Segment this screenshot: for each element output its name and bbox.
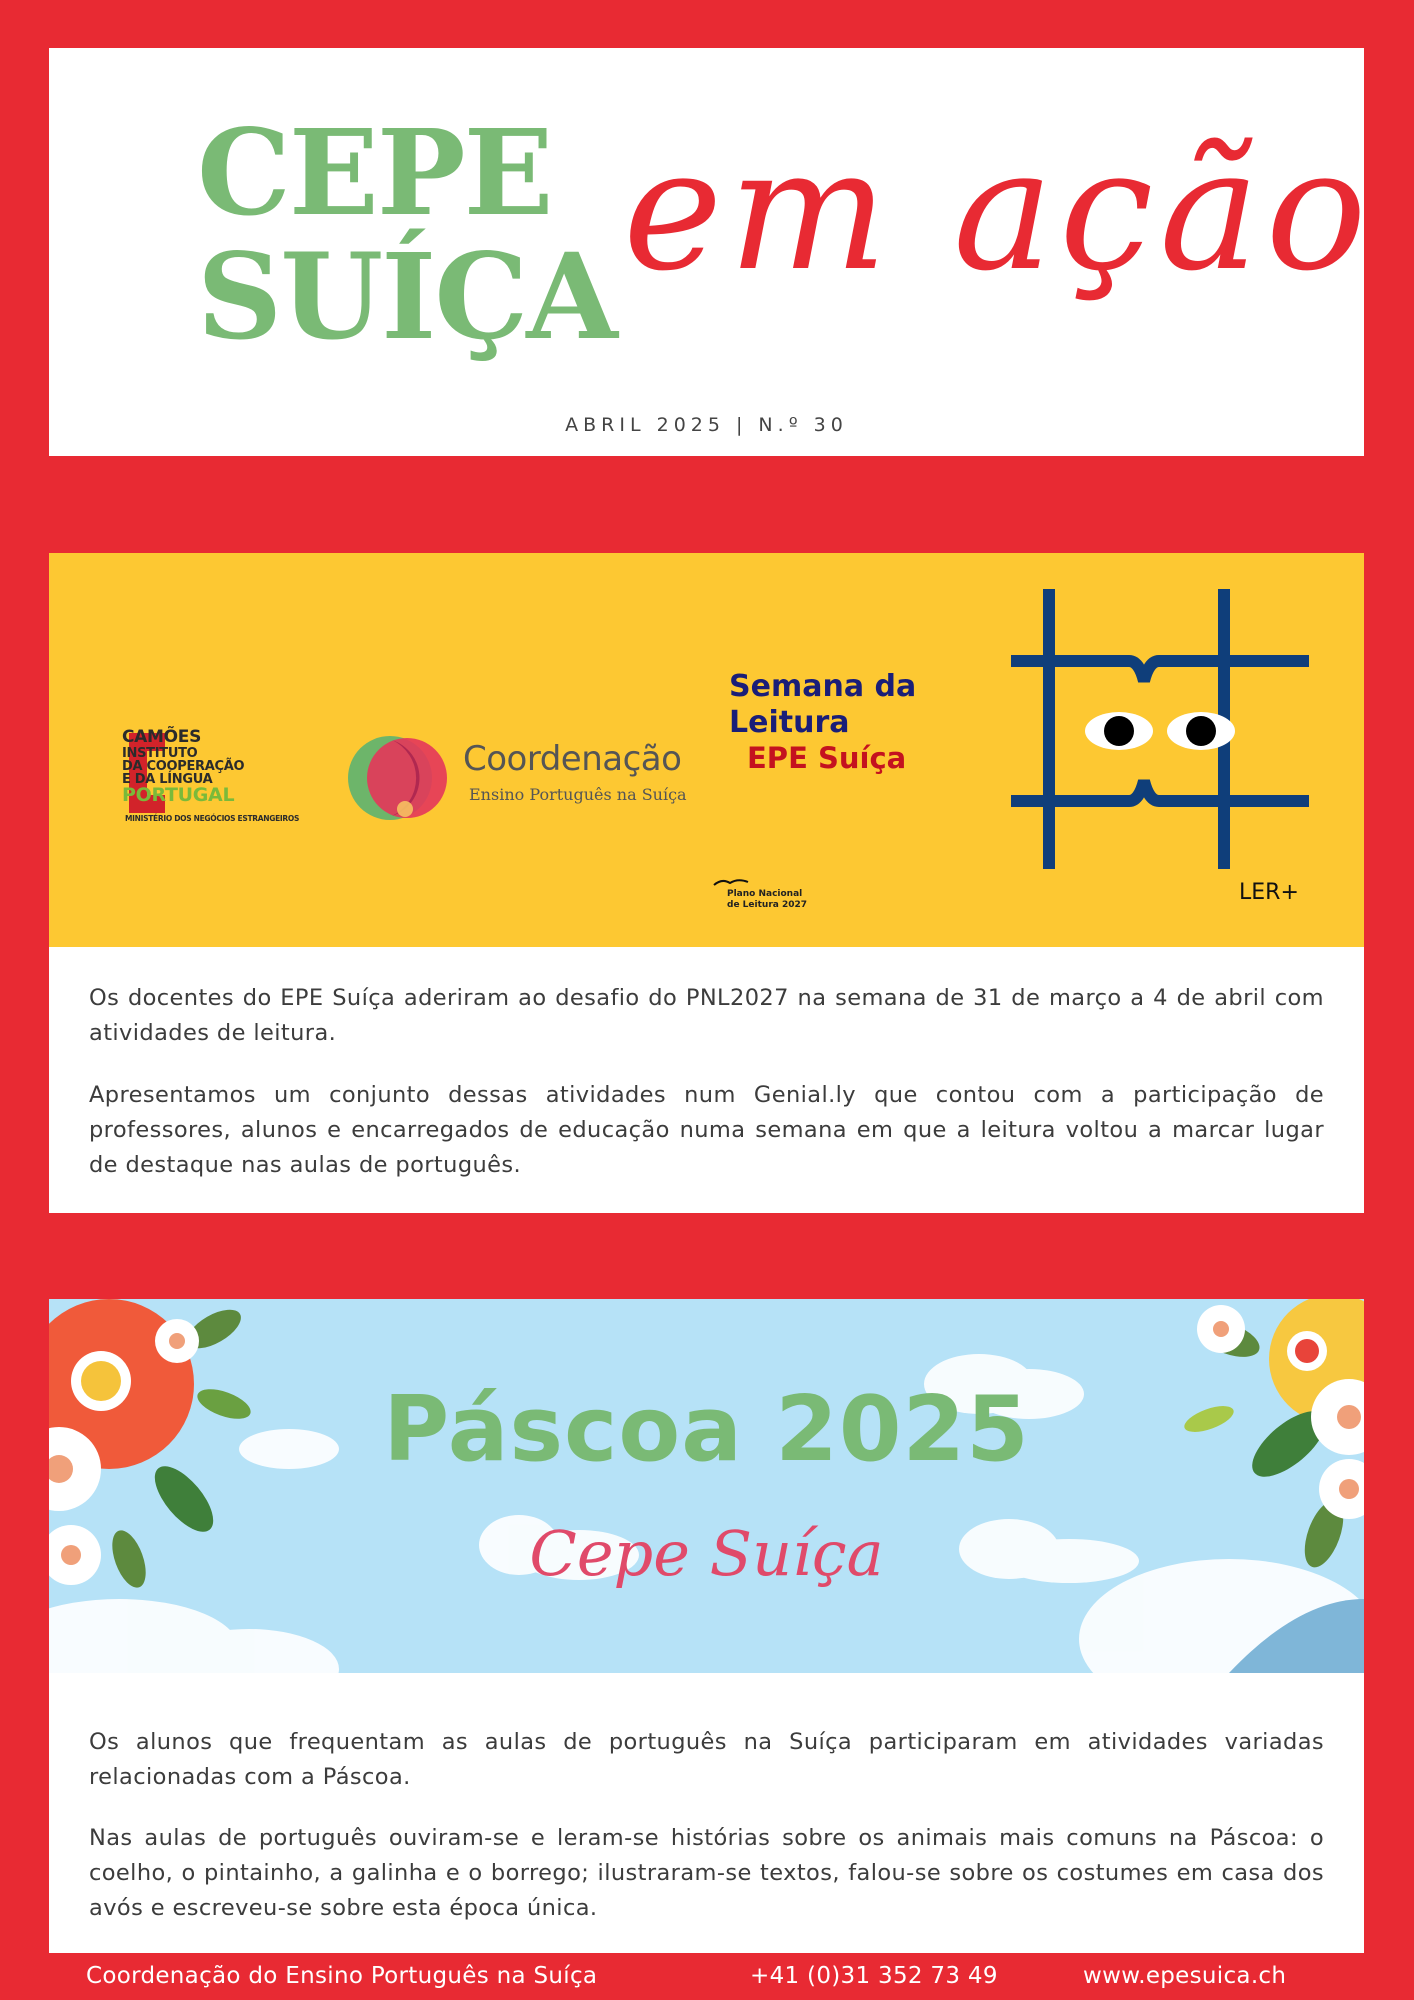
- pnl-bird-icon: [712, 877, 752, 889]
- footer-website-link[interactable]: www.epesuica.ch: [1083, 1963, 1287, 1989]
- easter-paragraph-2: Nas aulas de português ouviram-se e leram-se histórias sobre os animais mais comuns na Páscoa: o coelho, o pintainho, a galinha e o borrego; ilustraram-se textos, falou-se sobre os costumes em casa dos avós e escreveu-se sobre esta época única.: [89, 1825, 1324, 1921]
- logo-line-suica: SUÍÇA: [197, 227, 616, 366]
- easter-banner-title: Páscoa 2025: [383, 1377, 1030, 1482]
- pnl-logo: Plano Nacional de Leitura 2027: [727, 889, 808, 910]
- footer-phone: +41 (0)31 352 73 49: [750, 1963, 998, 1989]
- camoes-line-5: PORTUGAL: [122, 784, 235, 806]
- reading-week-title: Semana da Leitura: [729, 669, 917, 740]
- footer-organization: Coordenação do Ensino Português na Suíça: [86, 1963, 598, 1989]
- coordination-name: Coordenação: [463, 739, 682, 779]
- easter-article: [49, 1299, 1364, 1953]
- easter-paragraph-1: Os alunos que frequentam as aulas de português na Suíça participaram em atividades variadas relacionadas com a Páscoa.: [89, 1729, 1324, 1790]
- ler-plus-logo: LER+: [1239, 880, 1299, 905]
- camoes-line-2: INSTITUTO: [122, 746, 198, 761]
- camoes-line-6: MINISTÉRIO DOS NEGÓCIOS ESTRANGEIROS: [125, 814, 300, 823]
- tagline-em-acao: em ação: [623, 112, 1373, 308]
- reading-week-paragraph-1: Os docentes do EPE Suíça aderiram ao desafio do PNL2027 na semana de 31 de março a 4 de abril com atividades de leitura.: [89, 985, 1324, 1046]
- camoes-line-3: DA COOPERAÇÃO: [122, 759, 245, 774]
- coordination-logo-icon: [345, 723, 455, 833]
- spring-flowers-illustration: [49, 1299, 1364, 1673]
- easter-banner: [49, 1299, 1364, 1673]
- logo-line-cepe: CEPE: [197, 103, 552, 242]
- camoes-line-1: CAMÕES: [122, 727, 202, 747]
- reading-week-subtitle: EPE Suíça: [747, 741, 907, 775]
- reading-week-paragraph-2: Apresentamos um conjunto dessas atividades num Genial.ly que contou com a participação de professores, alunos e encarregados de educação numa semana em que a leitura voltou a marcar lugar de destaque nas aulas de português.: [89, 1082, 1324, 1178]
- newsletter-header: [49, 48, 1373, 456]
- camoes-line-4: E DA LÍNGUA: [122, 772, 213, 787]
- reading-week-banner: [49, 553, 1364, 947]
- issue-info: ABRIL 2025 | N.º 30: [565, 414, 848, 436]
- reading-week-article: [49, 553, 1364, 1213]
- open-book-eyes-icon: [1009, 589, 1309, 869]
- newsletter-footer: [0, 1953, 1414, 2000]
- coordination-subtitle: Ensino Português na Suíça: [469, 785, 687, 804]
- easter-banner-subtitle: Cepe Suíça: [529, 1517, 884, 1590]
